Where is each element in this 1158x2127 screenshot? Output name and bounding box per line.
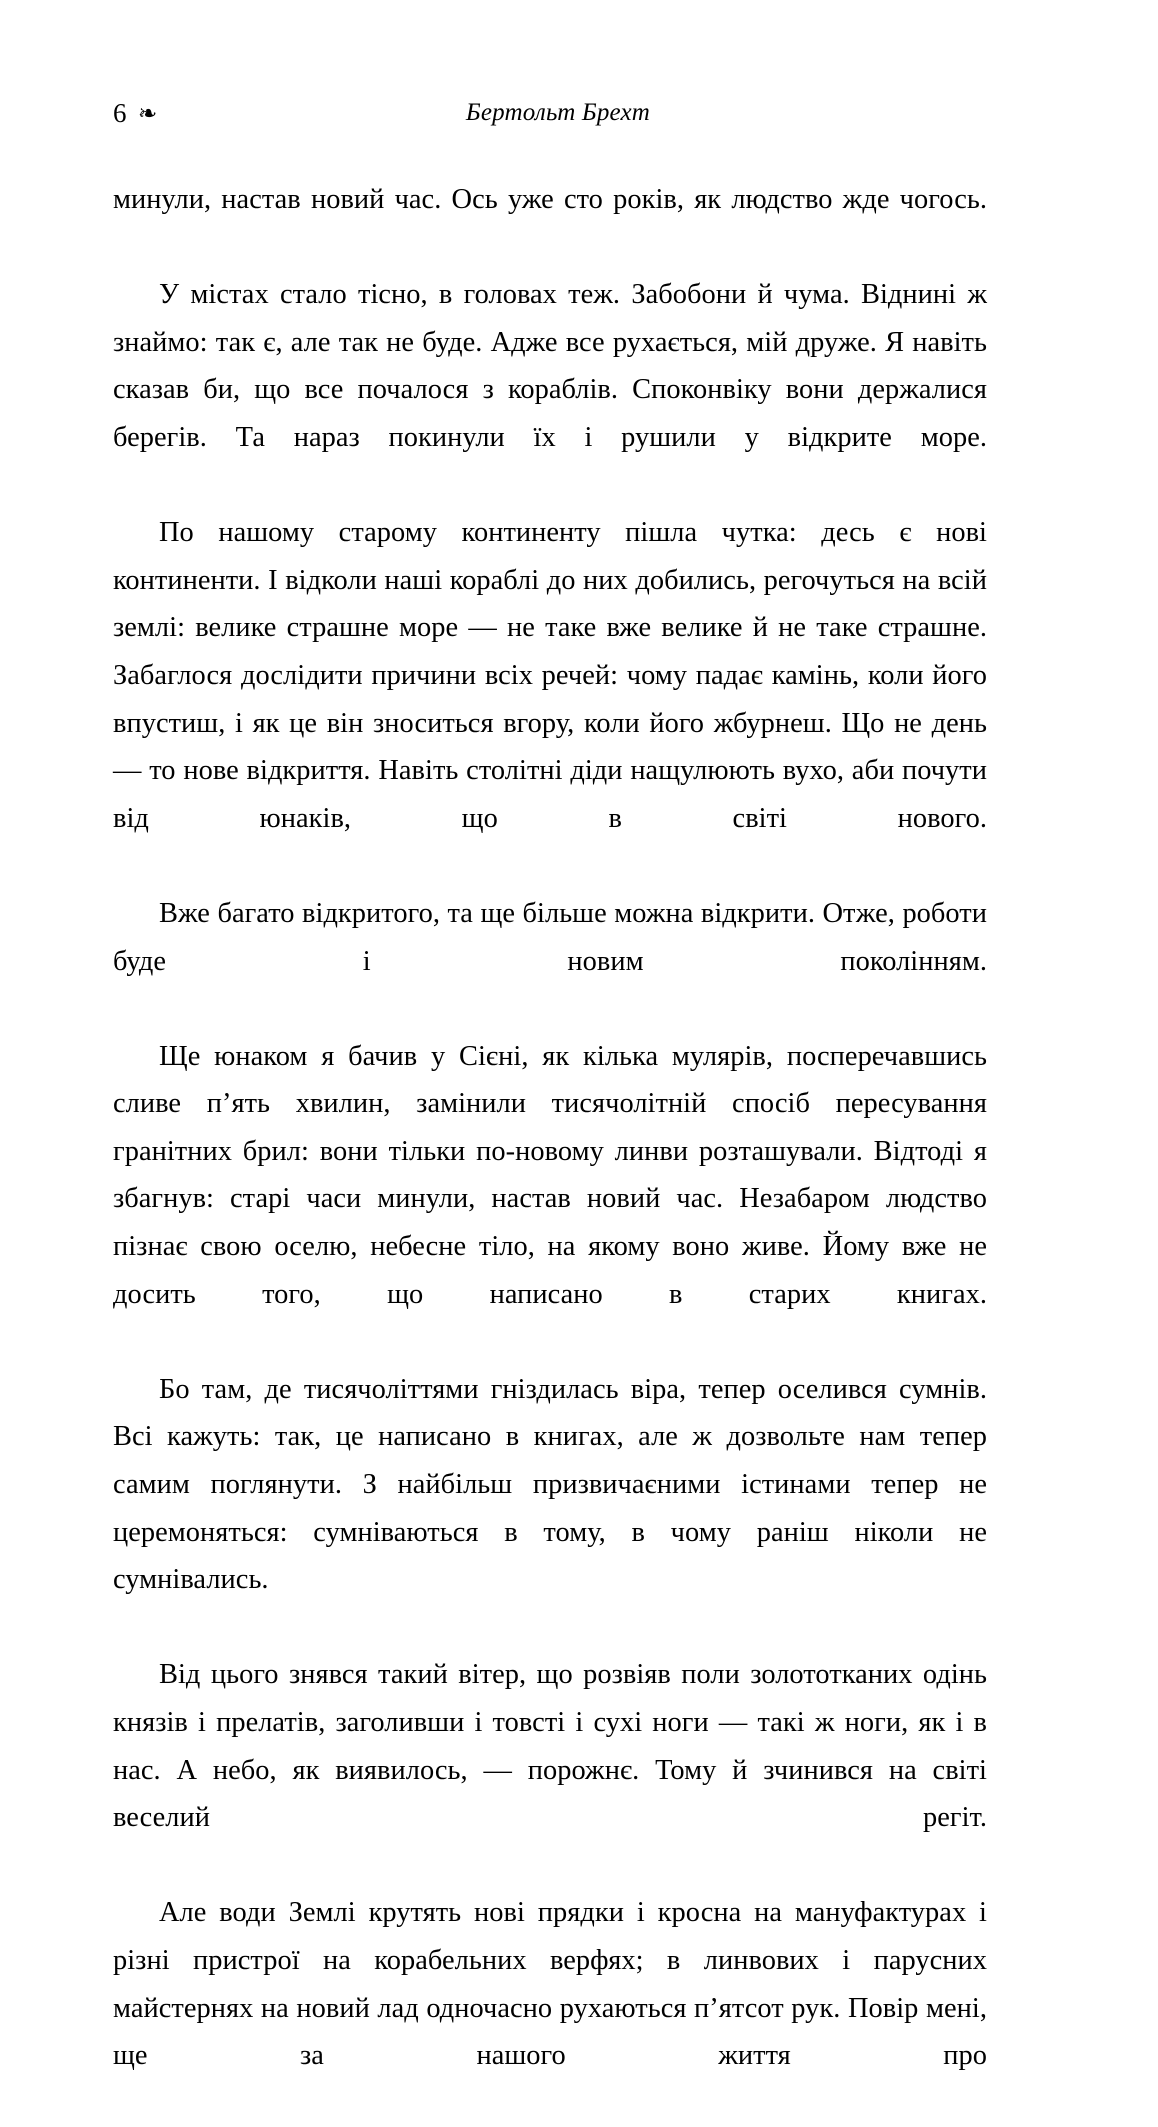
paragraph: У містах стало тісно, в головах теж. Забобони й чума. Віднині ж знаймо: так є, але так не буде. Адже все рухається, мій друже. Я навіть сказав би, що все почалося з кораблів. Споконвіку вони держалися берегів. Та нараз покинули їх і рушили у відкрите море. [113,279,987,453]
paragraph: По нашому старому континенту пішла чутка: десь є нові континенти. І відколи наші кораблі до них добились, регочуться на всій землі: велике страшне море — не таке вже велике й не таке страшне. Забаглося дослідити причини всіх речей: чому падає камінь, коли його впустиш, і як це він зноситься вгору, коли його жбурнеш. Що не день — то нове відкриття. Навіть столітні діди нащулюють вухо, аби почути від юнаків, що в світі нового. [113,517,987,834]
paragraph: Ще юнаком я бачив у Сієні, як кілька мулярів, посперечавшись сливе п’ять хвилин, замінили тисячолітній спосіб пересування гранітних брил: вони тільки по-новому линви розташували. Відтоді я збагнув: старі часи минули, настав новий час. Незабаром людство пізнає свою оселю, небесне тіло, на якому воно живе. Йому вже не досить того, що написано в старих книгах. [113,1040,987,1310]
running-header [113,100,985,140]
body-text [113,176,987,2127]
paragraph: Вже багато відкритого, та ще більше можна відкрити. Отже, роботи буде і новим поколінням. [113,897,987,977]
ornament-icon: ❧ [138,101,158,126]
paragraph: Бо там, де тисячоліттями гніздилась віра, тепер оселився сумнів. Всі кажуть: так, це написано в книгах, але ж дозвольте нам тепер самим поглянути. З найбільш призвичаєними істинами тепер не церемоняться: сумніваються в тому, в чому раніш ніколи не сумнівались. [113,1373,987,1596]
paragraph: минули, настав новий час. Ось уже сто років, як людство жде чогось. [113,184,987,215]
running-title: Бертольт Брехт [465,99,651,126]
page-number: 6 [113,98,127,128]
paragraph: Від цього знявся такий вітер, що розвіяв поли золототканих одінь князів і прелатів, заголивши і товсті і сухі ноги — такі ж ноги, як і в нас. А небо, як виявилось, — порожнє. Тому й зчинився на світі веселий регіт. [113,1659,987,1834]
paragraph: Але води Землі крутять нові прядки і кросна на мануфактурах і різні пристрої на корабельних верфях; в линвових і парусних майстернях на новий лад одночасно рухаються п’ятсот рук. Повір мені, ще за нашого життя про [113,1897,987,2072]
